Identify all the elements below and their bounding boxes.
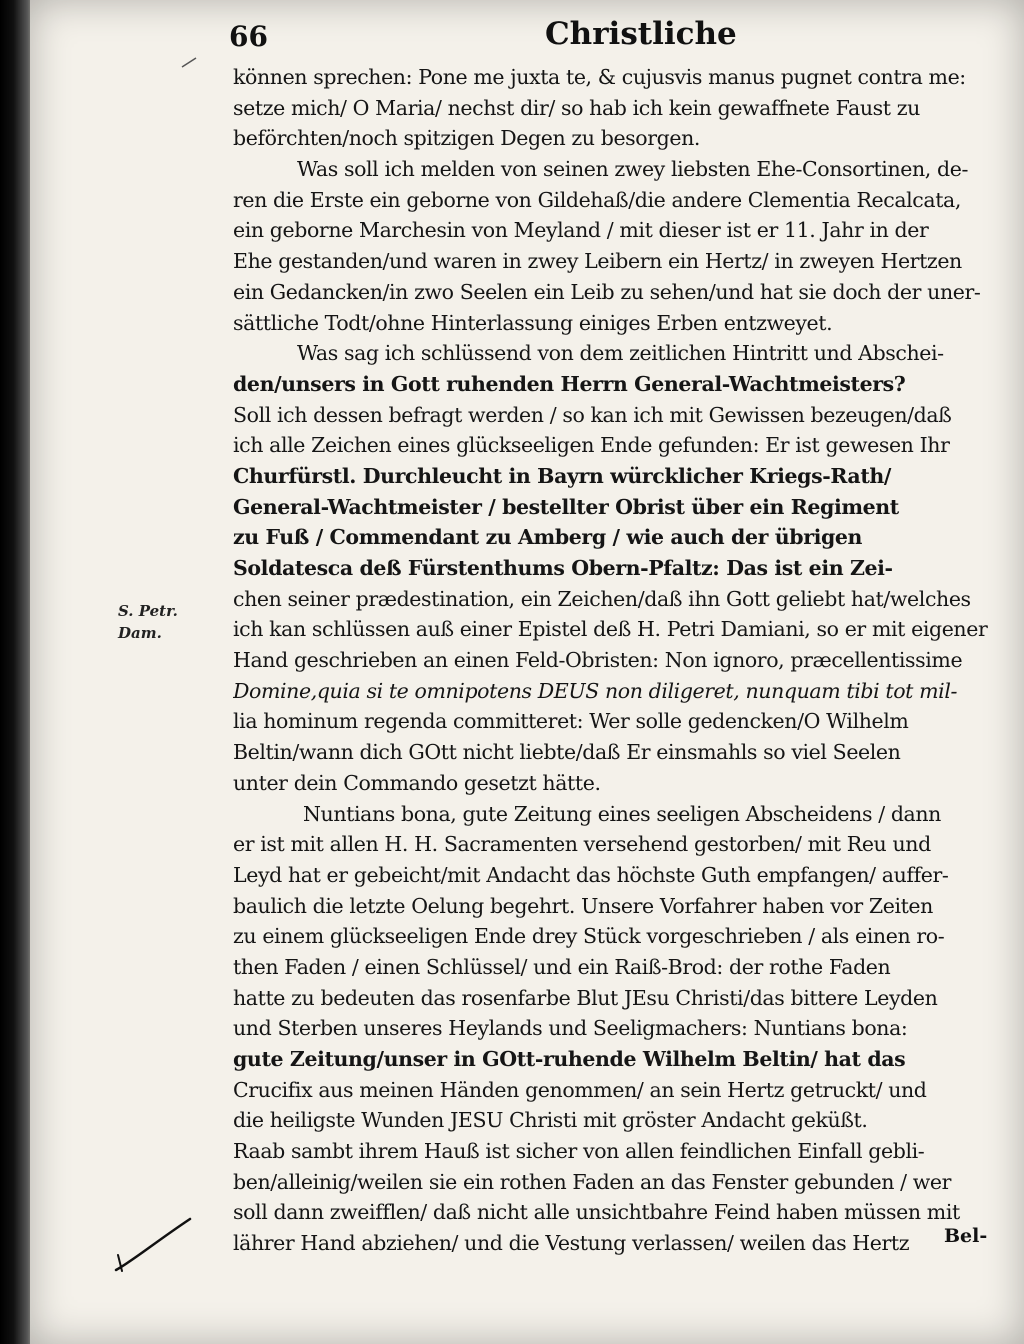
text-line: unter dein Commando gesetzt hätte. bbox=[233, 770, 601, 795]
text-line: soll dann zweifflen/ daß nicht alle unsichtbahre Feind haben müssen mit bbox=[233, 1200, 960, 1225]
text-line: ben/alleinig/weilen sie ein rothen Faden an das Fenster gebunden / wer bbox=[233, 1169, 952, 1194]
text-line: Beltin/wann dich GOtt nicht liebte/daß Er einsmahls so viel Seelen bbox=[233, 740, 901, 765]
text-line: zu Fuß / Commendant zu Amberg / wie auch der übrigen bbox=[233, 525, 863, 550]
margin-note-line: S. Petr. bbox=[118, 602, 178, 620]
text-line: General-Wachtmeister / bestellter Obrist über ein Regiment bbox=[233, 494, 899, 519]
text-line: Was soll ich melden von seinen zwey liebsten Ehe-Consortinen, de- bbox=[297, 157, 969, 182]
pen-stroke-icon bbox=[104, 1215, 194, 1275]
text-line: und Sterben unseres Heylands und Seeligmachers: Nuntians bona: bbox=[233, 1016, 908, 1041]
text-line: ich kan schlüssen auß einer Epistel deß H. Petri Damiani, so er mit eigener bbox=[233, 617, 988, 642]
text-line: können sprechen: Pone me juxta te, & cujusvis manus pugnet contra me: bbox=[233, 65, 966, 89]
text-line: Was sag ich schlüssend von dem zeitlichen Hintritt und Abschei- bbox=[297, 341, 944, 366]
body-text bbox=[233, 62, 1008, 1259]
text-line: Leyd hat er gebeicht/mit Andacht das höchste Guth empfangen/ auffer- bbox=[233, 862, 949, 887]
text-line: die heiligste Wunden JESU Christi mit gröster Andacht geküßt. bbox=[233, 1108, 868, 1133]
text-line: chen seiner prædestination, ein Zeichen/daß ihn Gott geliebt hat/welches bbox=[233, 586, 971, 611]
text-line: hatte zu bedeuten das rosenfarbe Blut JEsu Christi/das bittere Leyden bbox=[233, 985, 938, 1010]
text-line: Churfürstl. Durchleucht in Bayrn würcklicher Kriegs-Rath/ bbox=[233, 463, 891, 488]
scan-dark-edge bbox=[0, 0, 34, 1344]
catchword: Bel- bbox=[944, 1225, 988, 1247]
text-line: sättliche Todt/ohne Hinterlassung einiges Erben entzweyet. bbox=[233, 310, 833, 335]
text-line: den/unsers in Gott ruhenden Herrn General-Wachtmeisters? bbox=[233, 371, 906, 396]
text-line: ein Gedancken/in zwo Seelen ein Leib zu sehen/und hat sie doch der uner- bbox=[233, 279, 981, 304]
text-line: Hand geschrieben an einen Feld-Obristen: Non ignoro, præcellentissime bbox=[233, 648, 963, 673]
text-line: setze mich/ O Maria/ nechst dir/ so hab ich kein gewaffnete Faust zu bbox=[233, 95, 920, 120]
text-line: Soldatesca deß Fürstenthums Obern-Pfaltz: Das ist ein Zei- bbox=[233, 556, 893, 580]
text-line: beförchten/noch spitzigen Degen zu besorgen. bbox=[233, 126, 701, 151]
text-line: Ehe gestanden/und waren in zwey Leibern ein Hertz/ in zweyen Hertzen bbox=[233, 249, 962, 274]
text-line: er ist mit allen H. H. Sacramenten versehend gestorben/ mit Reu und bbox=[233, 832, 931, 857]
margin-note-line: Dam. bbox=[118, 624, 162, 642]
running-head: Christliche bbox=[545, 16, 737, 52]
page-header bbox=[0, 12, 1024, 62]
text-line: gute Zeitung/unser in GOtt-ruhende Wilhelm Beltin/ hat das bbox=[233, 1047, 906, 1071]
page-number: 66 bbox=[229, 20, 268, 53]
text-line: baulich die letzte Oelung begehrt. Unsere Vorfahrer haben vor Zeiten bbox=[233, 893, 933, 918]
text-line: lährer Hand abziehen/ und die Vestung verlassen/ weilen das Hertz bbox=[233, 1231, 910, 1256]
text-line: then Faden / einen Schlüssel/ und ein Raiß-Brod: der rothe Faden bbox=[233, 954, 891, 979]
text-line: Crucifix aus meinen Händen genommen/ an sein Hertz getruckt/ und bbox=[233, 1077, 927, 1102]
text-line: zu einem glückseeligen Ende drey Stück vorgeschrieben / als einen ro- bbox=[233, 924, 945, 949]
margin-note bbox=[118, 600, 208, 644]
text-line: ren die Erste ein geborne von Gildehaß/die andere Clementia Recalcata, bbox=[233, 187, 961, 212]
text-line: ein geborne Marchesin von Meyland / mit dieser ist er 11. Jahr in der bbox=[233, 218, 929, 243]
text-line: lia hominum regenda committeret: Wer solle gedencken/O Wilhelm bbox=[233, 709, 909, 734]
text-line: Domine,quia si te omnipotens DEUS non diligeret, nunquam tibi tot mil- bbox=[233, 678, 958, 703]
text-line: ich alle Zeichen eines glückseeligen Ende gefunden: Er ist gewesen Ihr bbox=[233, 433, 950, 458]
text-line: Nuntians bona, gute Zeitung eines seeligen Abscheidens / dann bbox=[303, 801, 941, 826]
text-line: Soll ich dessen befragt werden / so kan ich mit Gewissen bezeugen/daß bbox=[233, 402, 952, 427]
ink-mark-icon bbox=[180, 55, 200, 69]
text-line: Raab sambt ihrem Hauß ist sicher von allen feindlichen Einfall gebli- bbox=[233, 1139, 925, 1164]
